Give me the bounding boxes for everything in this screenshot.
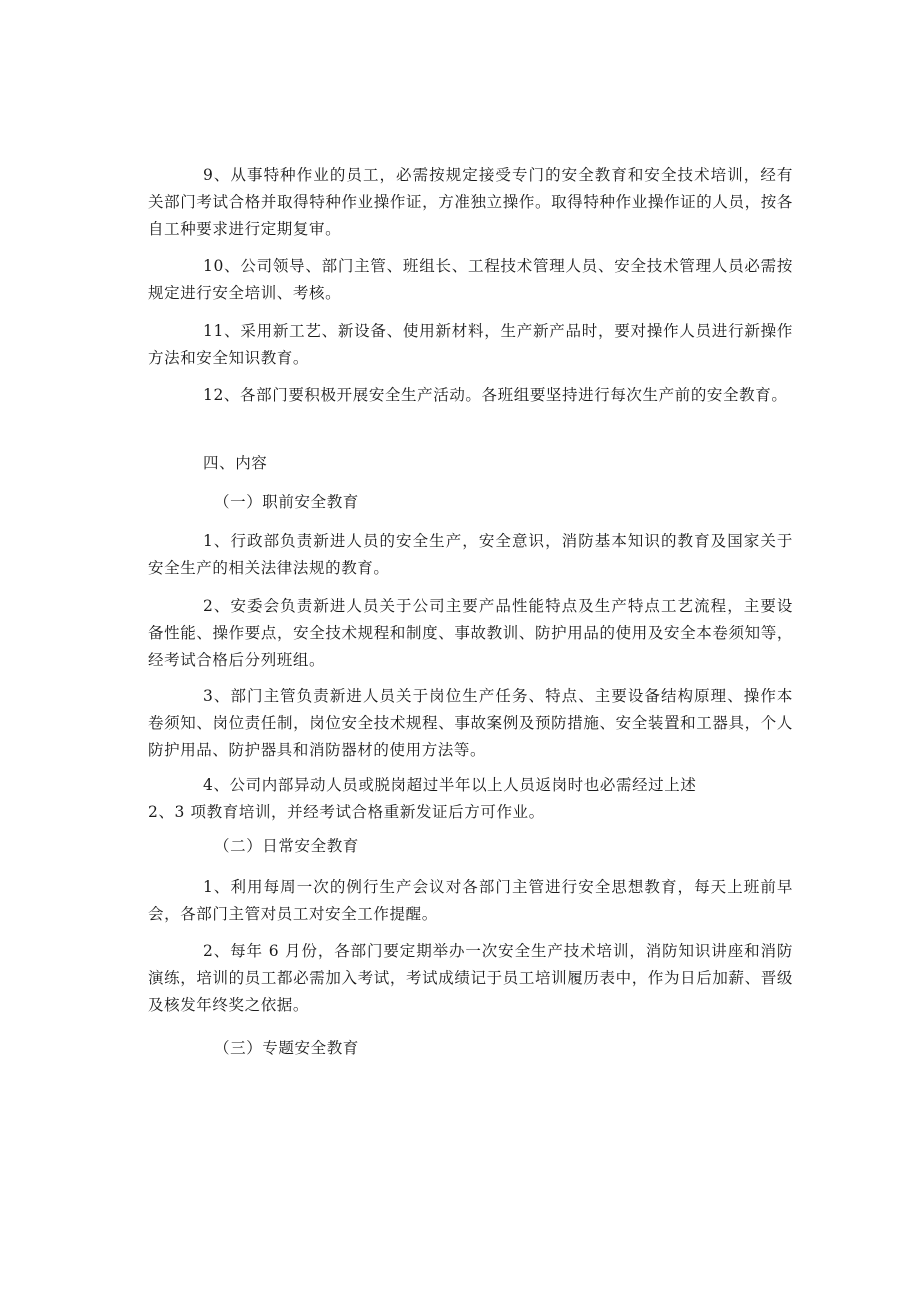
- section-heading-content: 四、内容: [203, 454, 268, 472]
- paragraph-line: 4、公司内部异动人员或脱岗超过半年以上人员返岗时也必需经过上述: [203, 776, 697, 794]
- paragraph-pre-job-2: 2、安委会负责新进人员关于公司主要产品性能特点及生产特点工艺流程，主要设备性能、操作要点，安全技术规程和制度、事故教训、防护用品的使用及安全本卷须知等，经考试合格后分列班组。: [148, 597, 793, 669]
- paragraph-item-12: 12、各部门要积极开展安全生产活动。各班组要坚持进行每次生产前的安全教育。: [203, 386, 788, 404]
- sub-heading-special-education: （三）专题安全教育: [214, 1039, 359, 1057]
- paragraph-pre-job-3: 3、部门主管负责新进人员关于岗位生产任务、特点、主要设备结构原理、操作本卷须知、岗位责任制，岗位安全技术规程、事故案例及预防措施、安全装置和工器具，个人防护用品、防护器具和消防器材的使用方法等。: [148, 687, 793, 759]
- paragraph-pre-job-4: [148, 772, 793, 826]
- paragraph-item-10: 10、公司领导、部门主管、班组长、工程技术管理人员、安全技术管理人员必需按规定进行安全培训、考核。: [148, 257, 793, 302]
- sub-heading-daily-education: （二）日常安全教育: [214, 837, 359, 855]
- paragraph-daily-1: 1、利用每周一次的例行生产会议对各部门主管进行安全思想教育，每天上班前早会，各部门主管对员工对安全工作提醒。: [148, 878, 793, 923]
- paragraph-pre-job-1: 1、行政部负责新进人员的安全生产，安全意识，消防基本知识的教育及国家关于安全生产的相关法律法规的教育。: [148, 532, 793, 577]
- sub-heading-pre-job-education: （一）职前安全教育: [214, 493, 359, 511]
- paragraph-item-11: 11、采用新工艺、新设备、使用新材料，生产新产品时，要对操作人员进行新操作方法和安全知识教育。: [148, 322, 793, 367]
- paragraph-item-9: 9、从事特种作业的员工，必需按规定接受专门的安全教育和安全技术培训，经有关部门考试合格并取得特种作业操作证，方准独立操作。取得特种作业操作证的人员，按各自工种要求进行定期复审。: [148, 166, 793, 238]
- paragraph-daily-2: 2、每年 6 月份，各部门要定期举办一次安全生产技术培训，消防知识讲座和消防演练，培训的员工都必需加入考试，考试成绩记于员工培训履历表中，作为日后加薪、晋级及核发年终奖之依据。: [148, 942, 793, 1014]
- paragraph-line: 2、3 项教育培训，并经考试合格重新发证后方可作业。: [148, 803, 545, 821]
